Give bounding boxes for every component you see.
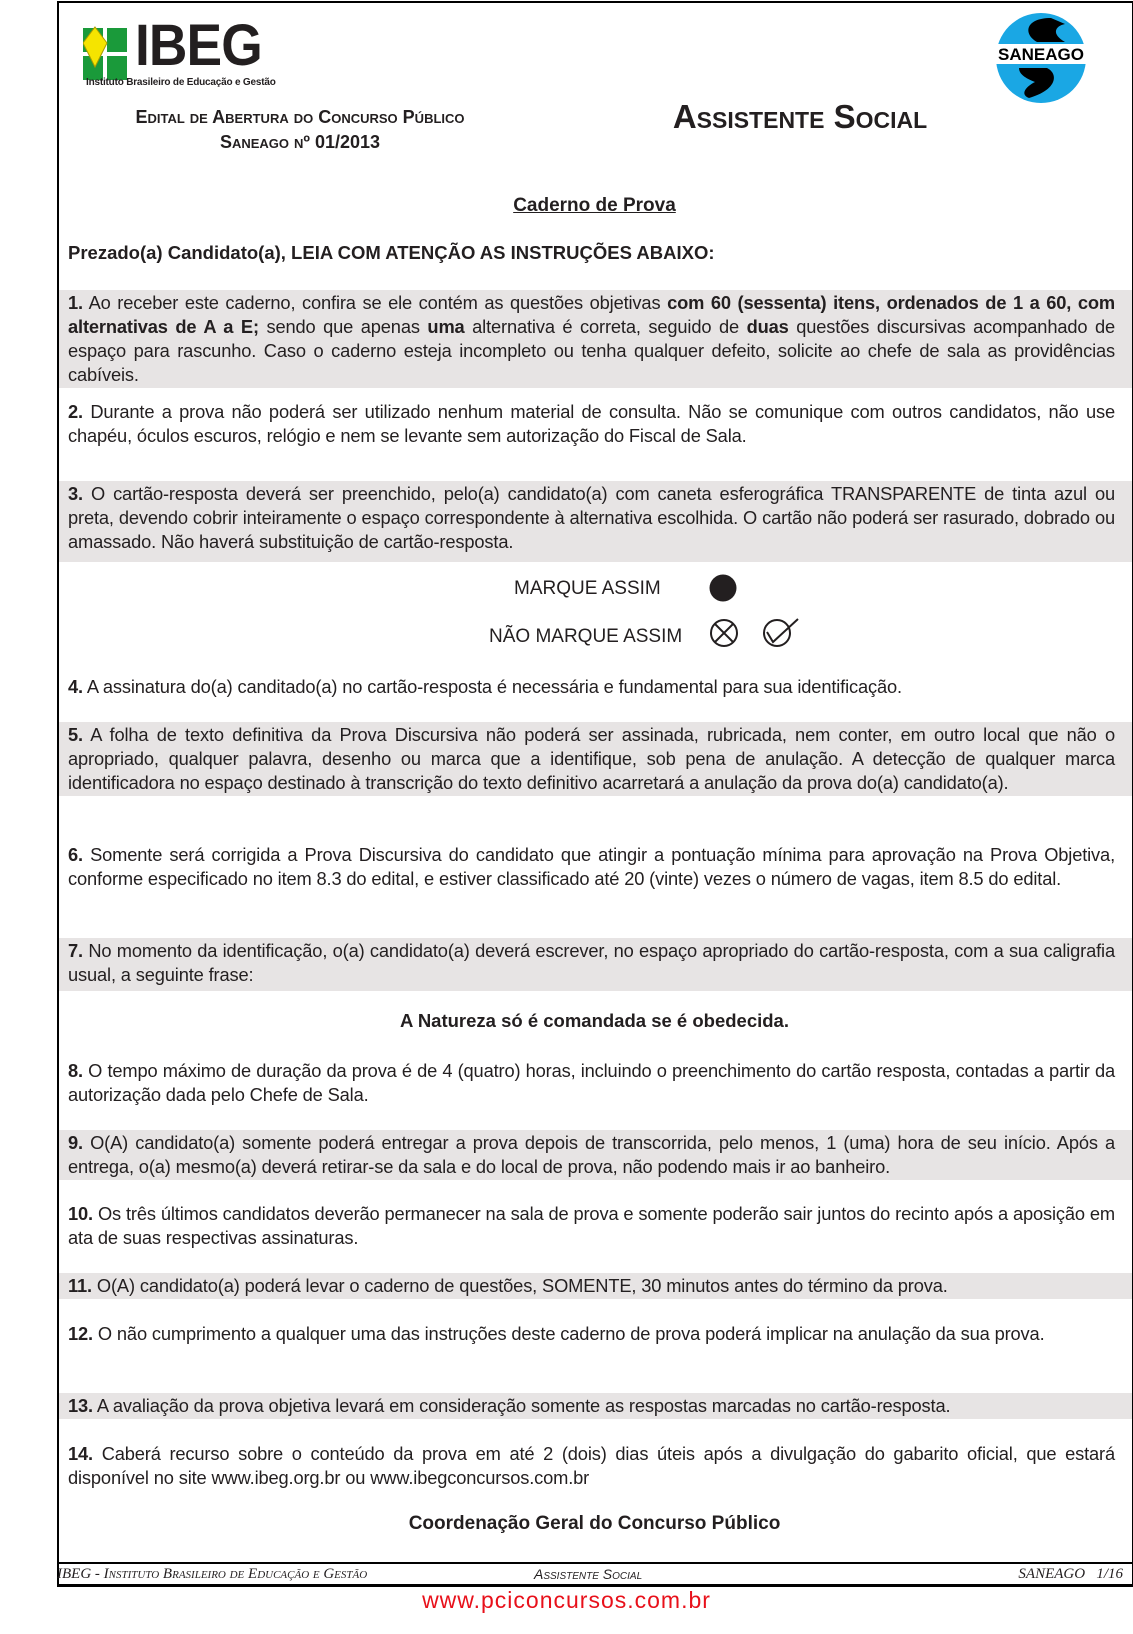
instruction-item-9: 9. O(A) candidato(a) somente poderá entregar a prova depois de transcorrida, pelo menos, 1 (uma) hora de seu início. Após a entrega, o(a) mesmo(a) deverá retirar-se da sala e do local de prova, não podendo mais ir ao banheiro. [59,1130,1132,1180]
instruction-item-7: 7. No momento da identificação, o(a) candidato(a) deverá escrever, no espaço apropriado do cartão-resposta, com a sua caligrafia usual, a seguinte frase: [59,938,1132,991]
instruction-item-3: 3. O cartão-resposta deverá ser preenchido, pelo(a) candidato(a) com caneta esferográfica TRANSPARENTE de tinta azul ou preta, devendo cobrir inteiramente o espaço correspondente à alternativa escolhida. O cartão não poderá ser rasurado, dobrado ou amassado. Não haverá substituição de cartão-resposta. [59,481,1132,562]
filled-circle-icon [709,574,737,602]
marque-assim-label: MARQUE ASSIM [514,578,661,599]
instruction-item-13: 13. A avaliação da prova objetiva levará em consideração somente as respostas marcadas no cartão-resposta. [59,1393,1132,1419]
instruction-item-12: 12. O não cumprimento a qualquer uma das instruções deste caderno de prova poderá implicar na anulação da sua prova. [68,1323,1045,1344]
job-title: Assistente Social [672,98,928,135]
footer-right: SANEAGO 1/16 [1018,1566,1123,1582]
emphasis-text: com 60 (sessenta) itens, ordenados de 1 a 60, com alternativas de A a E; [68,292,1116,337]
instruction-item-6: 6. Somente será corrigida a Prova Discursiva do candidato que atingir a pontuação mínima para aprovação na Prova Objetiva, conforme especificado no item 8.3 do edital, e estiver classificado até 20 (vinte) vezes o número de vagas, item 8.5 do edital. [68,844,1115,889]
instruction-item-5: 5. A folha de texto definitiva da Prova Discursiva não poderá ser assinada, rubricada, nem conter, em outro local que não o apropriado, qualquer palavra, desenho ou marca que a identifique, sob pena de anulação. A detecção de qualquer marca identificadora no espaço destinado à transcrição do texto definitivo acarretará a anulação da prova do(a) candidato(a). [59,722,1132,796]
nao-marque-assim-label: NÃO MARQUE ASSIM [489,626,683,647]
ibeg-logo-text: IBEG [135,13,262,78]
instruction-item-14: 14. Caberá recurso sobre o conteúdo da prova em até 2 (dois) dias úteis após a divulgação do gabarito oficial, que estará disponível no site www.ibeg.org.br ou www.ibegconcursos.com.br [68,1443,1116,1488]
instruction-item-4: 4. A assinatura do(a) canditado(a) no cartão-resposta é necessária e fundamental para sua identificação. [68,676,902,697]
source-url-link[interactable]: www.pciconcursos.com.br [422,1587,711,1613]
item-text: sendo que apenas [258,316,428,337]
saneago-logo-icon [985,12,1097,104]
edital-line2: Saneago nº 01/2013 [219,132,381,152]
svg-text:SANEAGO: SANEAGO [998,45,1084,64]
instruction-item-2: 2. Durante a prova não poderá ser utilizado nenhum material de consulta. Não se comunique com outros candidatos, não use chapéu, óculos escuros, relógio e nem se levante sem autorização do Fiscal de Sala. [68,401,1115,446]
edital-line1: Edital de Abertura do Concurso Público [135,107,465,127]
frase-text: A Natureza só é comandada se é obedecida. [400,1010,789,1031]
item-text: alternativa é correta, seguido de [464,316,747,337]
instruction-item-11: 11. O(A) candidato(a) poderá levar o caderno de questões, SOMENTE, 30 minutos antes do término da prova. [59,1273,1132,1299]
emphasis-text: duas [746,316,789,337]
item-text: questões discursivas acompanhado de espaço para rascunho. Caso o caderno esteja incompleto ou tenha qualquer defeito, solicite ao chefe de sala as providências cabíveis. [68,316,1116,385]
checked-circle-icon [762,616,800,648]
footer-left: IBEG - Instituto Brasileiro de Educação e Gestão [57,1566,368,1582]
instruction-item-1: 1. Ao receber este caderno, confira se ele contém as questões objetivas com 60 (sessenta) itens, ordenados de 1 a 60, com alternativas de A a E; sendo que apenas uma alternativa é correta, seguido de duas questões discursivas acompanhado de espaço para rascunho. Caso o caderno esteja incompleto ou tenha qualquer defeito, solicite ao chefe de sala as providências cabíveis. [59,290,1132,388]
footer-center: Assistente Social [534,1566,643,1582]
item-text: Ao receber este caderno, confira se ele contém as questões objetivas [88,292,668,313]
instruction-item-10: 10. Os três últimos candidatos deverão permanecer na sala de prova e somente poderão sair juntos do recinto após a aposição em ata de suas respectivas assinaturas. [68,1203,1115,1248]
caderno-heading: Caderno de Prova [513,195,676,216]
coordenacao-signature: Coordenação Geral do Concurso Público [408,1513,781,1534]
instructions-intro: Prezado(a) Candidato(a), LEIA COM ATENÇÃO AS INSTRUÇÕES ABAIXO: [68,242,715,263]
crossed-circle-icon [709,618,739,648]
instruction-item-8: 8. O tempo máximo de duração da prova é de 4 (quatro) horas, incluindo o preenchimento do cartão resposta, contadas a partir da autorização dada pelo Chefe de Sala. [68,1060,1115,1105]
ibeg-subtitle: Instituto Brasileiro de Educação e Gestão [86,77,276,88]
emphasis-text: uma [427,316,465,337]
